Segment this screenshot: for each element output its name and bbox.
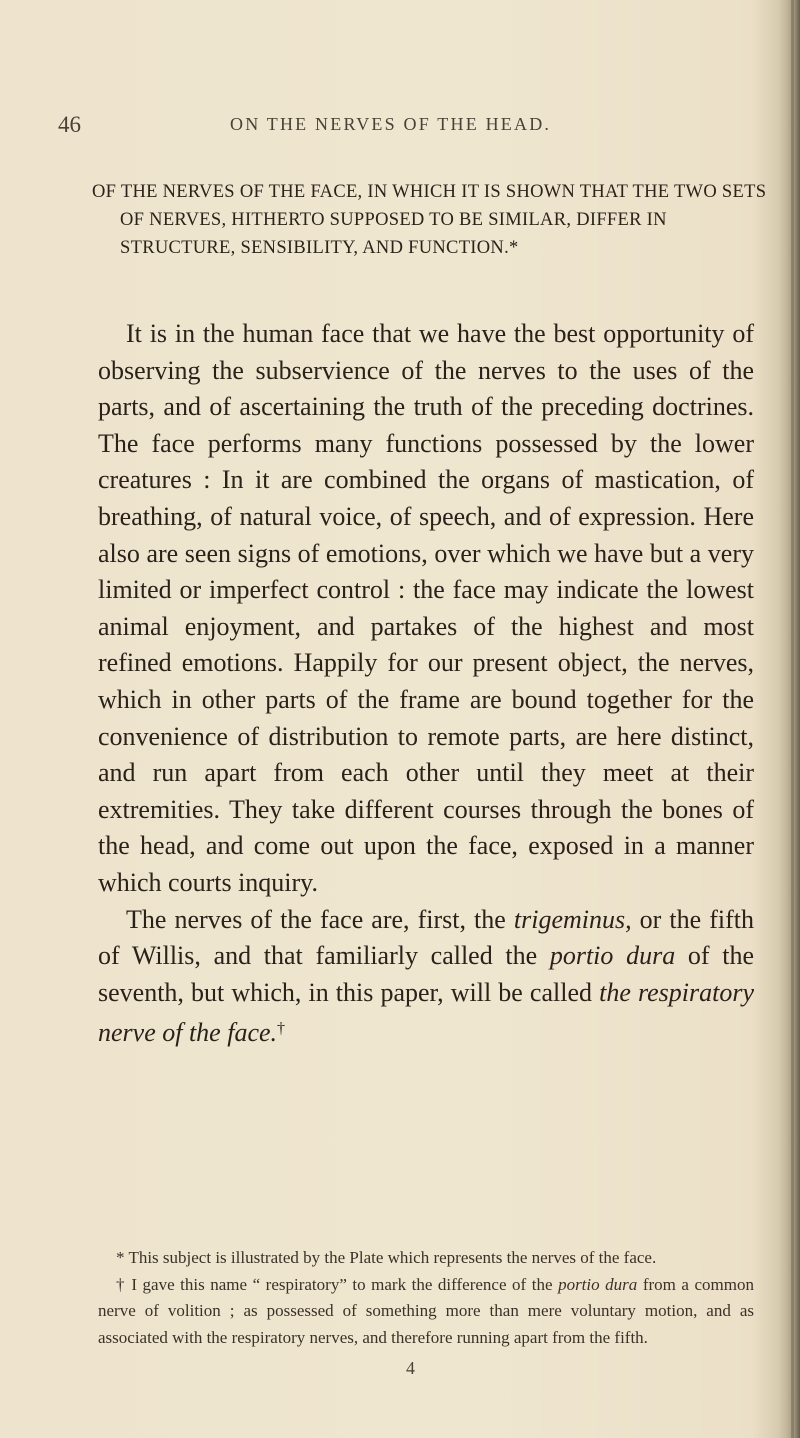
signature-mark: 4: [406, 1358, 415, 1378]
footnote-1: * This subject is illustrated by the Plate which represents the nerves of the face.: [116, 1248, 657, 1267]
footnote-2-text-b: from a common nerve of volition ; as possessed of something more than mere voluntary motion, and as associated with the respiratory nerves, and therefore running apart from the fifth.: [98, 1274, 754, 1347]
footnote-2-portio-dura: portio dura: [558, 1274, 638, 1294]
footnote-marker-dagger: †: [277, 1020, 286, 1038]
paragraph-2-text-b: or the fifth of Willis, and that familiarly called the: [98, 904, 754, 971]
binding-edge-line: [791, 0, 794, 1438]
footnote-2-text-a: † I gave this name “ respiratory” to mark the difference of the: [116, 1274, 559, 1294]
running-head: [58, 112, 748, 144]
running-head-title: ON THE NERVES OF THE HEAD.: [230, 114, 552, 134]
body-text: [98, 316, 754, 1052]
paragraph-1: It is in the human face that we have the best opportunity of observing the subservience of the nerves to the uses of the parts, and of ascertaining the truth of the preceding doctrines. The face performs many functions possessed by the lower creatures : In it are combined the organs of mastication, of breathing, of natural voice, of speech, and of expression. Here also are seen signs of emotions, over which we have but a very limited or imperfect control : the face may indicate the lowest animal enjoyment, and partakes of the highest and most refined emotions. Happily for our present object, the nerves, which in other parts of the frame are bound together for the convenience of distribution to remote parts, are here distinct, and run apart from each other until they meet at their extremities. They take different courses through the bones of the head, and come out upon the face, exposed in a manner which courts inquiry.: [98, 319, 754, 897]
paragraph-2: [98, 902, 754, 1052]
binding-edge-shadow: [778, 0, 800, 1438]
term-respiratory-nerve: the respiratory nerve of the face.: [98, 977, 754, 1048]
paragraph-2-text-c: of the seventh, but which, in this paper, will be called: [98, 941, 755, 1007]
term-portio-dura: portio dura: [549, 941, 676, 971]
paragraph-2-text-a: The nerves of the face are, first, the: [126, 904, 514, 934]
section-heading: OF THE NERVES OF THE FACE, IN WHICH IT IS SHOWN THAT THE TWO SETS OF NERVES, HITHERTO SUPPOSED TO BE SIMILAR, DIFFER IN STRUCTURE, SENSIBILITY, AND FUNCTION.*: [92, 182, 767, 258]
term-trigeminus: trigeminus,: [513, 904, 632, 934]
footnotes: [98, 1245, 754, 1351]
footnote-2: [98, 1272, 754, 1352]
page-number: 46: [58, 112, 81, 137]
